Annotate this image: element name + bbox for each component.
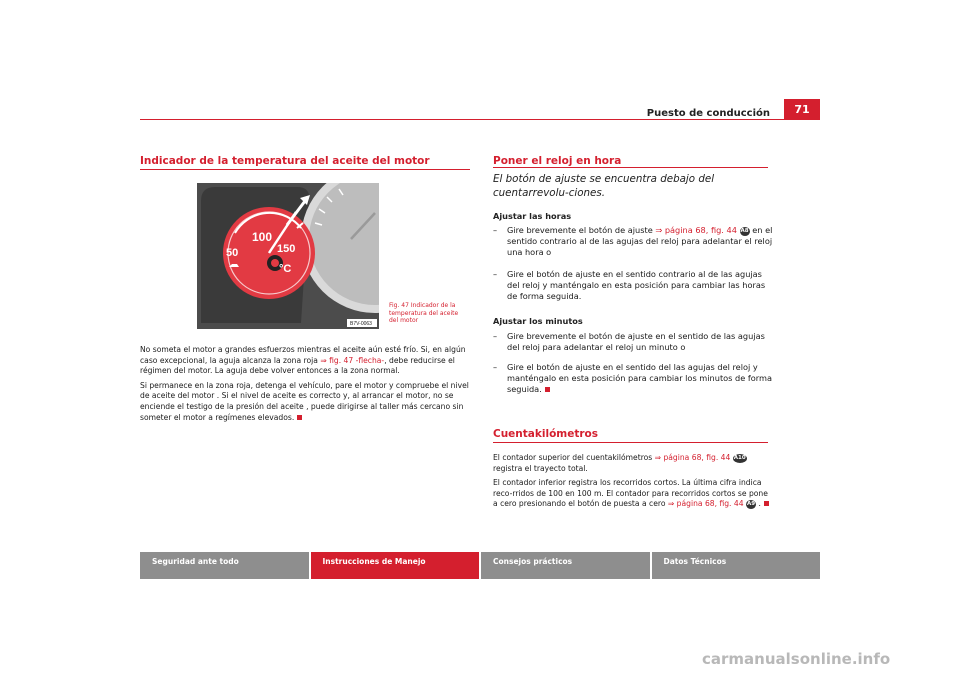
gauge-label-150: 150	[277, 243, 296, 255]
end-mark	[764, 501, 769, 506]
section-subtitle: El botón de ajuste se encuentra debajo del cuentarrevolu-ciones.	[493, 173, 715, 199]
tab-seguridad[interactable]: Seguridad ante todo	[140, 552, 309, 579]
paragraph-oil-cold: No someta el motor a grandes esfuerzos mientras el aceite aún esté frío. Si, en algún caso excepcional, la aguja alcanza la zona roja ⇒ fig. 47 -flecha-, debe reducirse el régimen del motor. La aguja debe volver entonces a la zona normal.	[140, 345, 466, 376]
paragraph-short-trip: El contador inferior registra los recorridos cortos. La última cifra indica reco-rridos de 100 en 100 m. El contador para recorridos cortos se pone a cero presionando el botón de puesta a cero ⇒ página 68, fig. 44 A9 .	[493, 478, 768, 509]
page-number: 71	[784, 99, 820, 119]
gauge-illustration	[197, 183, 379, 329]
page-68-link[interactable]: ⇒ página 68, fig. 44	[667, 499, 744, 509]
tab-consejos[interactable]: Consejos prácticos	[481, 552, 650, 579]
page-68-link[interactable]: ⇒ página 68, fig. 44	[654, 453, 731, 462]
running-header-title: Puesto de conducción	[646, 108, 770, 119]
page-68-link[interactable]: ⇒ página 68, fig. 44	[655, 225, 737, 235]
footer-nav	[140, 552, 820, 579]
section-rule	[493, 442, 768, 443]
subheading-hours: Ajustar las horas	[493, 211, 572, 221]
gauge-label-celsius: °C	[279, 263, 292, 275]
end-mark	[297, 415, 302, 420]
fig-47-link[interactable]: ⇒ fig. 47 -flecha-	[320, 355, 385, 365]
section-rule	[140, 169, 470, 170]
figure-code: B7V-0063	[350, 321, 372, 327]
callout-badge: A8	[740, 228, 749, 234]
list-item: – Gire brevemente el botón de ajuste en el sentido de las agujas del reloj para adelantar el reloj un minuto o	[493, 331, 765, 353]
list-item: – Gire el botón de ajuste en el sentido contrario al de las agujas del reloj y manténgalo en esta posición para cambiar las horas de forma seguida.	[493, 269, 766, 302]
header-rule	[140, 119, 820, 120]
subheading-minutes: Ajustar los minutos	[493, 316, 583, 326]
watermark: carmanualsonline.info	[702, 650, 891, 668]
paragraph-red-zone: Si permanece en la zona roja, detenga el vehículo, pare el motor y compruebe el nivel de aceite del motor . Si el nivel de aceite es correcto y, al arrancar el motor, no se enciende el testigo de la presión del aceite , puede dirigirse al taller más cercano sin someter el motor a regímenes elevados.	[140, 380, 469, 422]
left-body	[140, 345, 470, 427]
gauge-label-100: 100	[252, 230, 273, 244]
right-body	[493, 453, 773, 514]
list-item: – Gire el botón de ajuste en el sentido del las agujas del reloj y manténgalo en esta posición para cambiar los minutos de forma seguida.	[493, 362, 772, 395]
callout-badge: A10	[733, 455, 746, 461]
section-rule	[493, 167, 768, 168]
section-heading-oil-temperature: Indicador de la temperatura del aceite del motor	[140, 155, 430, 167]
section-heading-odometer: Cuentakilómetros	[493, 428, 598, 440]
end-mark	[545, 387, 550, 392]
figure-oil-temperature-gauge	[197, 183, 379, 329]
gauge-label-50: 50	[226, 247, 239, 259]
paragraph-total-trip: El contador superior del cuentakilómetros ⇒ página 68, fig. 44 A10 registra el trayecto total.	[493, 453, 746, 473]
tab-datos[interactable]: Datos Técnicos	[652, 552, 821, 579]
figure-caption: Fig. 47 Indicador de la temperatura del aceite del motor	[389, 302, 459, 324]
tab-instrucciones[interactable]: Instrucciones de Manejo	[311, 552, 480, 579]
section-heading-clock: Poner el reloj en hora	[493, 155, 622, 167]
list-item: – Gire brevemente el botón de ajuste ⇒ página 68, fig. 44 A8 en el sentido contrario al de las agujas del reloj para adelantar el reloj una hora o	[493, 225, 773, 258]
callout-badge: A9	[746, 501, 756, 508]
